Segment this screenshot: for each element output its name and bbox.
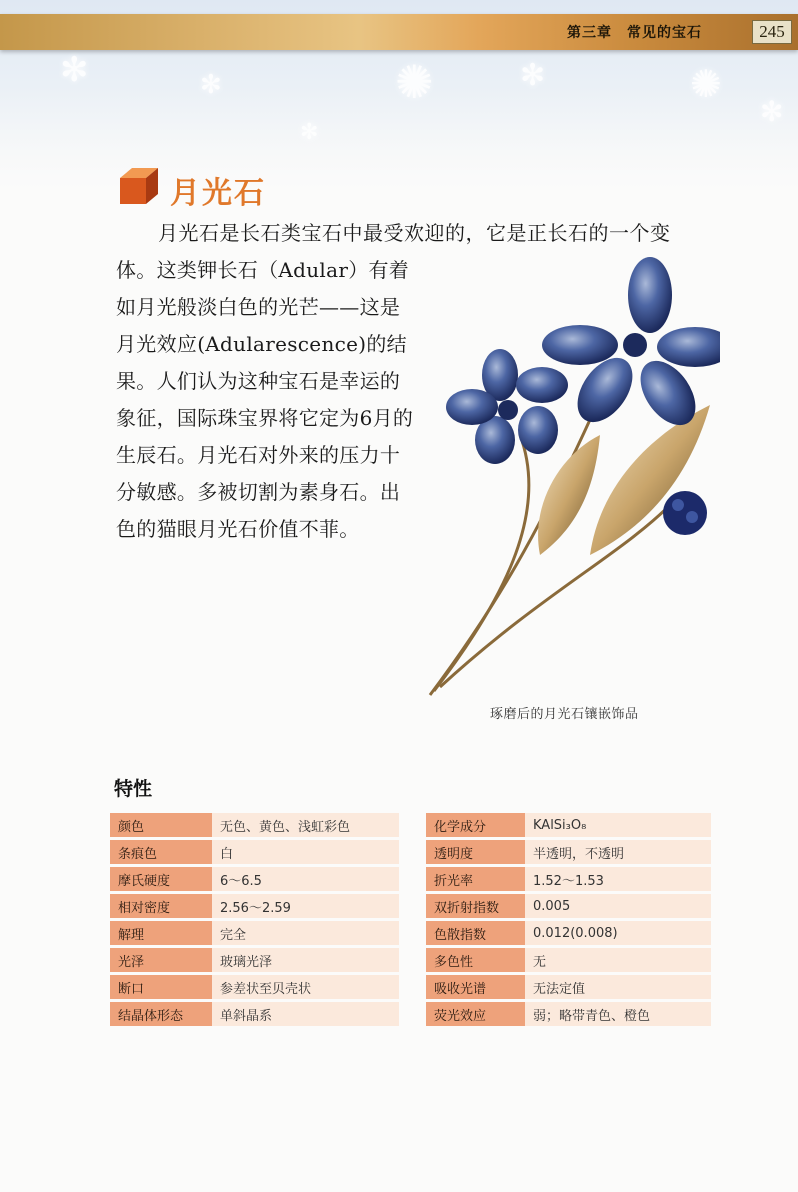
- property-key: 条痕色: [110, 840, 212, 864]
- snowflake-icon: ✺: [690, 62, 722, 106]
- table-row: [110, 867, 399, 891]
- snowflake-icon: ✻: [520, 58, 546, 93]
- properties-table-left: [110, 810, 399, 1029]
- table-row: [426, 921, 711, 945]
- cube-icon: [116, 166, 164, 206]
- property-value: 0.012(0.008): [525, 921, 711, 945]
- table-row: [110, 1002, 399, 1026]
- property-value: 1.52～1.53: [525, 867, 711, 891]
- table-row: [110, 975, 399, 999]
- property-key: 多色性: [426, 948, 525, 972]
- table-row: [110, 948, 399, 972]
- snowflake-icon: ✺: [395, 55, 434, 109]
- property-value: KAlSi₃O₈: [525, 813, 711, 837]
- property-key: 相对密度: [110, 894, 212, 918]
- property-value: 白: [212, 840, 399, 864]
- page-number: 245: [752, 20, 792, 44]
- property-value: 半透明，不透明: [525, 840, 711, 864]
- property-value: 玻璃光泽: [212, 948, 399, 972]
- property-value: 6～6.5: [212, 867, 399, 891]
- property-value: 无色、黄色、浅虹彩色: [212, 813, 399, 837]
- table-row: [426, 894, 711, 918]
- table-row: [426, 867, 711, 891]
- property-key: 光泽: [110, 948, 212, 972]
- table-row: [426, 1002, 711, 1026]
- table-row: [110, 840, 399, 864]
- body-paragraph: 体。这类钾长石（Adular）有着如月光般淡白色的光芒——这是月光效应(Adularescence)的结果。人们认为这种宝石是幸运的象征，国际珠宝界将它定为6月的生辰石。月光石对外来的压力十分敏感。多被切割为素身石。出色的猫眼月光石价值不菲。: [116, 258, 414, 541]
- lead-paragraph: 月光石是长石类宝石中最受欢迎的，它是正长石的一个变: [158, 221, 671, 245]
- table-row: [110, 813, 399, 837]
- snowflake-icon: ✻: [760, 95, 784, 128]
- property-key: 断口: [110, 975, 212, 999]
- property-key: 化学成分: [426, 813, 525, 837]
- property-key: 荧光效应: [426, 1002, 525, 1026]
- properties-table-right: [426, 810, 711, 1029]
- property-key: 透明度: [426, 840, 525, 864]
- property-key: 解理: [110, 921, 212, 945]
- property-key: 色散指数: [426, 921, 525, 945]
- property-value: 单斜晶系: [212, 1002, 399, 1026]
- table-row: [426, 813, 711, 837]
- page-title: 月光石: [170, 176, 266, 211]
- page-header: [0, 14, 798, 50]
- snowflake-icon: ✻: [60, 50, 89, 90]
- property-key: 结晶体形态: [110, 1002, 212, 1026]
- snowflake-icon: ✻: [300, 120, 319, 145]
- table-row: [426, 975, 711, 999]
- properties-heading: 特性: [114, 778, 153, 800]
- table-row: [426, 948, 711, 972]
- property-value: 无法定值: [525, 975, 711, 999]
- chapter-title: 第三章 常见的宝石: [567, 25, 702, 41]
- property-value: 参差状至贝壳状: [212, 975, 399, 999]
- moonstone-brooch-image: [420, 255, 720, 700]
- table-row: [110, 894, 399, 918]
- property-value: 2.56～2.59: [212, 894, 399, 918]
- property-value: 0.005: [525, 894, 711, 918]
- property-value: 无: [525, 948, 711, 972]
- property-value: 弱；略带青色、橙色: [525, 1002, 711, 1026]
- property-key: 双折射指数: [426, 894, 525, 918]
- table-row: [110, 921, 399, 945]
- table-row: [426, 840, 711, 864]
- snowflake-icon: ✻: [200, 70, 222, 100]
- property-key: 折光率: [426, 867, 525, 891]
- property-key: 颜色: [110, 813, 212, 837]
- property-key: 吸收光谱: [426, 975, 525, 999]
- property-value: 完全: [212, 921, 399, 945]
- figure-caption: 琢磨后的月光石镶嵌饰品: [490, 707, 639, 722]
- property-key: 摩氏硬度: [110, 867, 212, 891]
